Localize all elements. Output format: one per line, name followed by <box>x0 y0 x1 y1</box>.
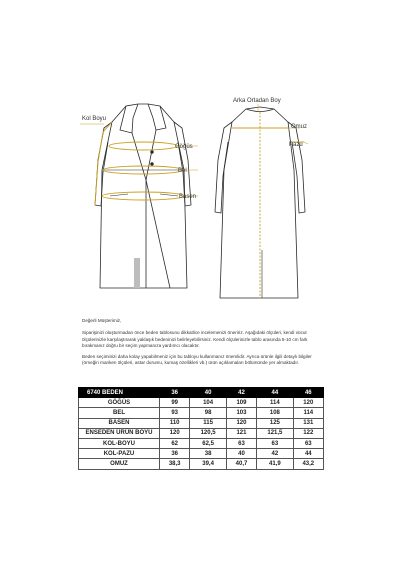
header-cell: 42 <box>226 388 256 398</box>
notes-paragraph-1: Siparişinizi oluşturmadan önce beden tablosunu dikkatlice incelemenizi öneririz. Aşağıdaki ölçüleri, kendi vücut ölçülerinizle karşılaştırarak yaklaşık bedeninizi belirleyebilirsiniz. Kendi ölçülerinizle tablo arasında 5-10 cm fark bırakmanız doğru bir seçim yapmanıza yardımcı olacaktır. <box>82 330 308 349</box>
row-label: ENSEDEN ÜRÜN BOYU <box>79 428 160 438</box>
table-cell: 40 <box>226 449 256 459</box>
table-cell: 38,3 <box>160 459 190 469</box>
label-arka-ortadan-boy: Arka Ortadan Boy <box>233 98 281 104</box>
table-cell: 41,9 <box>257 459 293 469</box>
table-cell: 114 <box>257 398 293 408</box>
table-cell: 103 <box>226 408 256 418</box>
table-cell: 62,5 <box>190 438 226 448</box>
header-cell: 46 <box>293 388 323 398</box>
table-cell: 104 <box>190 398 226 408</box>
table-cell: 108 <box>257 408 293 418</box>
table-cell: 131 <box>293 418 323 428</box>
coat-front-illustration <box>95 104 191 288</box>
header-cell: 44 <box>257 388 293 398</box>
header-cell: 6740 BEDEN <box>79 388 160 398</box>
label-basen: Basen <box>179 194 197 200</box>
front-measure-lines <box>80 122 198 205</box>
size-table-header-row <box>79 388 324 398</box>
table-cell: 109 <box>226 398 256 408</box>
table-cell: 62 <box>160 438 190 448</box>
table-row <box>79 438 324 448</box>
table-cell: 63 <box>226 438 256 448</box>
label-bel: Bel <box>178 168 187 174</box>
row-label: GÖĞÜS <box>79 398 160 408</box>
table-cell: 120,5 <box>190 428 226 438</box>
table-row <box>79 459 324 469</box>
table-cell: 120 <box>226 418 256 428</box>
notes-greeting: Değerli Müşterimiz, <box>82 318 122 323</box>
table-cell: 38 <box>190 449 226 459</box>
table-row <box>79 428 324 438</box>
table-cell: 121,5 <box>257 428 293 438</box>
table-cell: 99 <box>160 398 190 408</box>
front-slit-shading <box>134 258 140 288</box>
table-cell: 120 <box>160 428 190 438</box>
table-cell: 98 <box>190 408 226 418</box>
coat-back-illustration <box>215 107 308 298</box>
table-cell: 93 <box>160 408 190 418</box>
size-guide-notes <box>82 318 322 370</box>
table-cell: 115 <box>190 418 226 428</box>
label-gogus: Göğüs <box>175 144 193 150</box>
row-label: KOL-BOYU <box>79 438 160 448</box>
table-row <box>79 418 324 428</box>
table-cell: 43,2 <box>293 459 323 469</box>
size-table <box>78 387 324 470</box>
label-pazu: Pazu <box>289 142 303 148</box>
table-cell: 39,4 <box>190 459 226 469</box>
table-cell: 63 <box>257 438 293 448</box>
row-label: OMUZ <box>79 459 160 469</box>
table-row <box>79 408 324 418</box>
table-cell: 42 <box>257 449 293 459</box>
row-label: KOL-PAZU <box>79 449 160 459</box>
table-cell: 114 <box>293 408 323 418</box>
table-cell: 125 <box>257 418 293 428</box>
label-omuz: Omuz <box>291 124 308 130</box>
table-cell: 63 <box>293 438 323 448</box>
table-row <box>79 449 324 459</box>
table-cell: 44 <box>293 449 323 459</box>
table-cell: 122 <box>293 428 323 438</box>
table-row <box>79 398 324 408</box>
notes-paragraph-2: Beden seçiminizi daha kolay yapabilmeniz için bu tabloyu kullanmanız önemlidir. Ayrıca ürünle ilgili detaylı bilgiler (örneğin manken ölçüleri, astar durumu, kumaş özellikleri vb.) ürün açıklamaları bölümünde yer almaktadır. <box>82 353 312 366</box>
row-label: BEL <box>79 408 160 418</box>
table-cell: 40,7 <box>226 459 256 469</box>
label-kol-boyu: Kol Boyu <box>82 116 107 122</box>
table-cell: 36 <box>160 449 190 459</box>
row-label: BASEN <box>79 418 160 428</box>
table-cell: 110 <box>160 418 190 428</box>
table-cell: 120 <box>293 398 323 408</box>
header-cell: 36 <box>160 388 190 398</box>
header-cell: 40 <box>190 388 226 398</box>
table-cell: 121 <box>226 428 256 438</box>
